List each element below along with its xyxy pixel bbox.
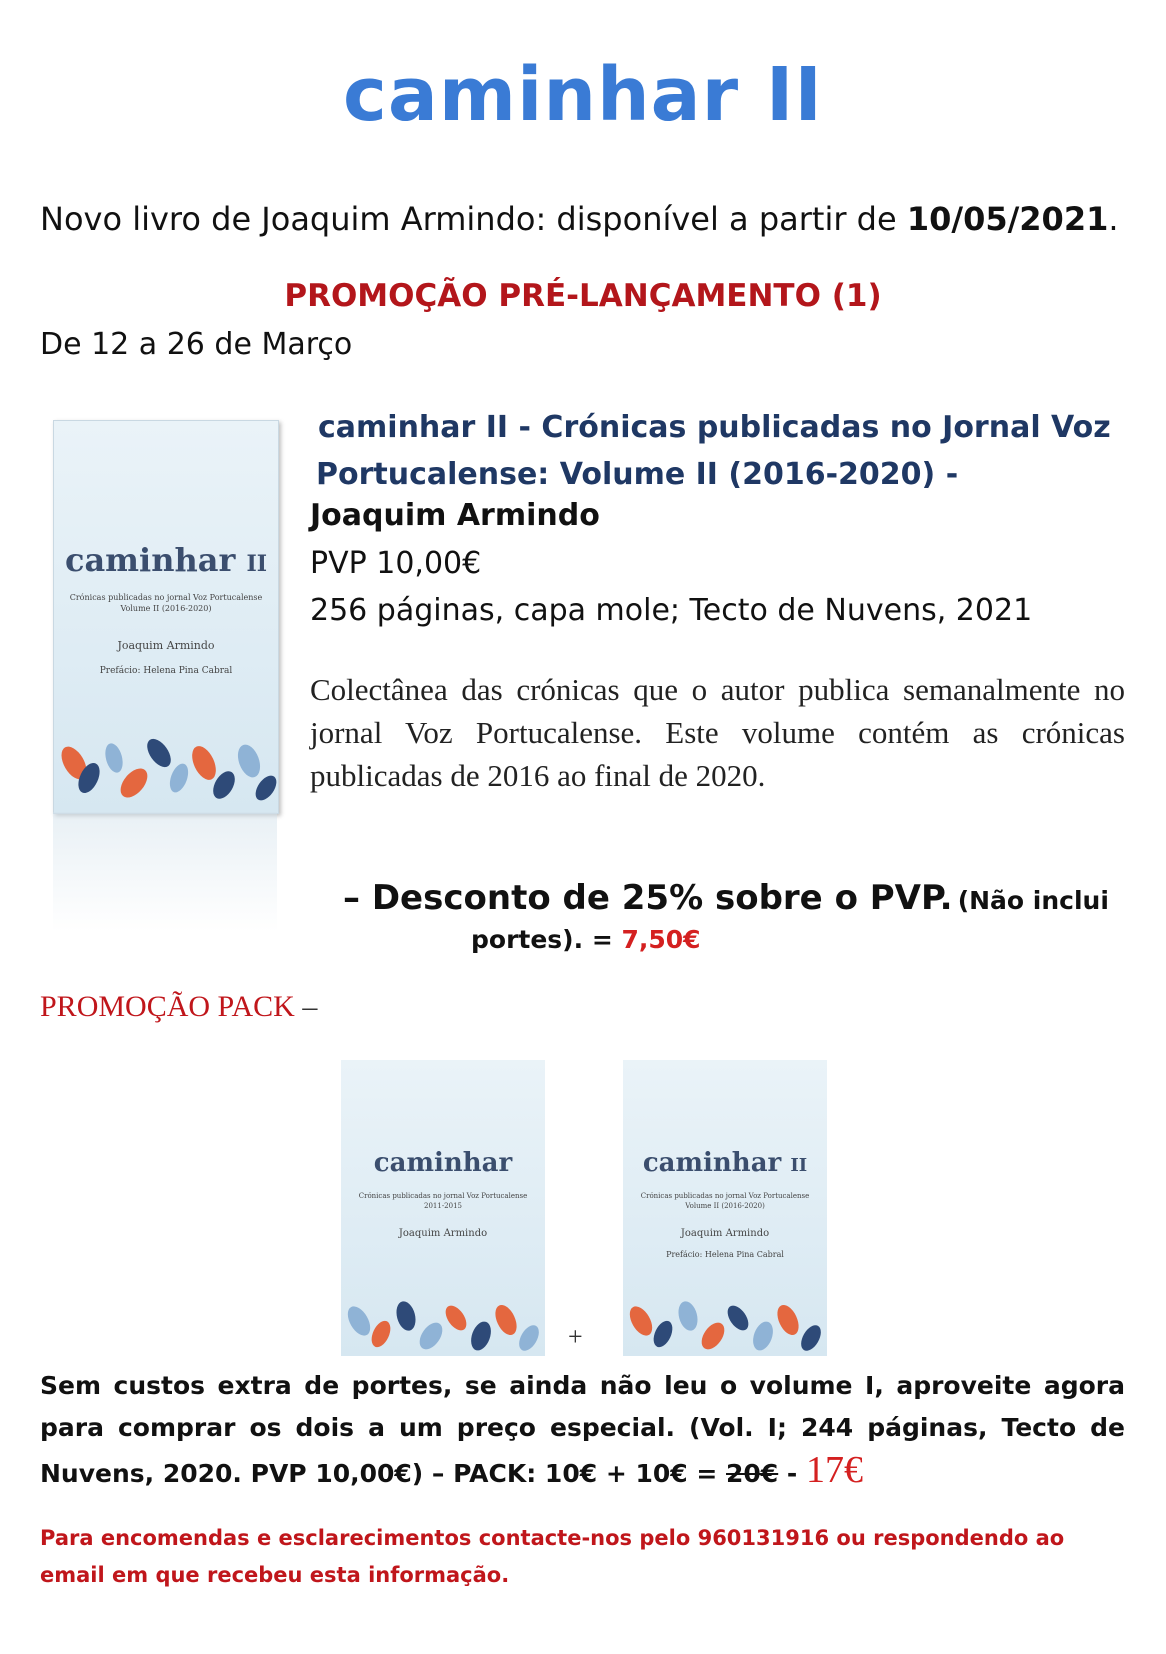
- release-date: 10/05/2021: [906, 200, 1109, 238]
- discount-main: – Desconto de 25% sobre o PVP.: [343, 878, 953, 918]
- book-cover-vol1: [341, 1060, 545, 1356]
- pack-heading-dash: –: [294, 990, 318, 1023]
- cover-author: Joaquim Armindo: [117, 639, 215, 652]
- book-title: [318, 404, 1111, 498]
- pack-old-price: 20€: [726, 1459, 779, 1488]
- promo-heading: PROMOÇÃO PRÉ-LANÇAMENTO (1): [284, 278, 882, 314]
- cover-title: caminhar: [373, 1148, 513, 1178]
- pack-offer-text: Sem custos extra de portes, se ainda não leu o volume I, aproveite agora para comprar os dois a um preço especial. (Vol. I; 244 páginas, Tecto de Nuvens, 2020. PVP 10,00€) – PACK: 10€ + 10€ =: [40, 1371, 1125, 1488]
- cover-subtitle: Crónicas publicadas no jornal Voz Portucalense: [69, 593, 263, 602]
- cover-subtitle-2: Volume II (2016-2020): [120, 604, 212, 613]
- book-description: Colectânea das crónicas que o autor publica semanalmente no jornal Voz Portucalense. Este volume contém as crónicas publicadas de 2016 ao final de 2020.: [310, 672, 1125, 793]
- plus-sign: +: [568, 1322, 583, 1351]
- cover-title: caminhar II: [64, 541, 268, 579]
- contact-info: Para encomendas e esclarecimentos contacte-nos pelo 960131916 ou respondendo ao email em que recebeu esta informação.: [40, 1526, 1065, 1587]
- pack-offer: [40, 1365, 1125, 1495]
- book-title-line1: caminhar II - Crónicas publicadas no Jornal Voz: [318, 410, 1111, 445]
- cover-subtitle-2: Volume II (2016-2020): [685, 1202, 765, 1210]
- book-price: PVP 10,00€: [310, 546, 482, 581]
- book-cover-vol2-small: [623, 1060, 827, 1356]
- book-details: 256 páginas, capa mole; Tecto de Nuvens, 2021: [310, 593, 1033, 628]
- pack-heading: [40, 990, 317, 1024]
- cover-reflection: [53, 812, 277, 932]
- pack-heading-text: PROMOÇÃO PACK: [40, 990, 295, 1023]
- flowers-decoration: [623, 1286, 827, 1356]
- flowers-decoration: [54, 723, 278, 813]
- cover-preface: Prefácio: Helena Pina Cabral: [666, 1250, 784, 1259]
- pack-sep: -: [778, 1459, 806, 1488]
- book-title-line2: Portucalense: Volume II (2016-2020) -: [316, 457, 959, 492]
- discount-note: (Não inclui: [957, 886, 1109, 915]
- flowers-decoration: [341, 1286, 545, 1356]
- discount-line-2: [471, 925, 701, 954]
- book-cover-vol2: [53, 420, 279, 814]
- cover-title: caminhar II: [642, 1148, 808, 1178]
- intro-line: [40, 200, 1119, 238]
- cover-author: Joaquim Armindo: [680, 1228, 770, 1239]
- pack-new-price: 17€: [806, 1449, 863, 1491]
- discount-line: [343, 878, 1109, 918]
- book-author: Joaquim Armindo: [310, 498, 600, 533]
- cover-subtitle-2: 2011-2015: [424, 1202, 462, 1210]
- intro-end: .: [1108, 200, 1119, 238]
- discount-portes: portes). =: [471, 925, 622, 954]
- promo-dates: De 12 a 26 de Março: [40, 327, 353, 362]
- intro-text: Novo livro de Joaquim Armindo: disponível a partir de: [40, 200, 907, 238]
- cover-preface: Prefácio: Helena Pina Cabral: [99, 666, 233, 676]
- cover-subtitle: Crónicas publicadas no jornal Voz Portucalense: [358, 1192, 528, 1200]
- cover-subtitle: Crónicas publicadas no jornal Voz Portucalense: [640, 1192, 810, 1200]
- page-title: caminhar II: [343, 52, 823, 138]
- discount-price: 7,50€: [621, 925, 701, 954]
- cover-author: Joaquim Armindo: [398, 1228, 488, 1239]
